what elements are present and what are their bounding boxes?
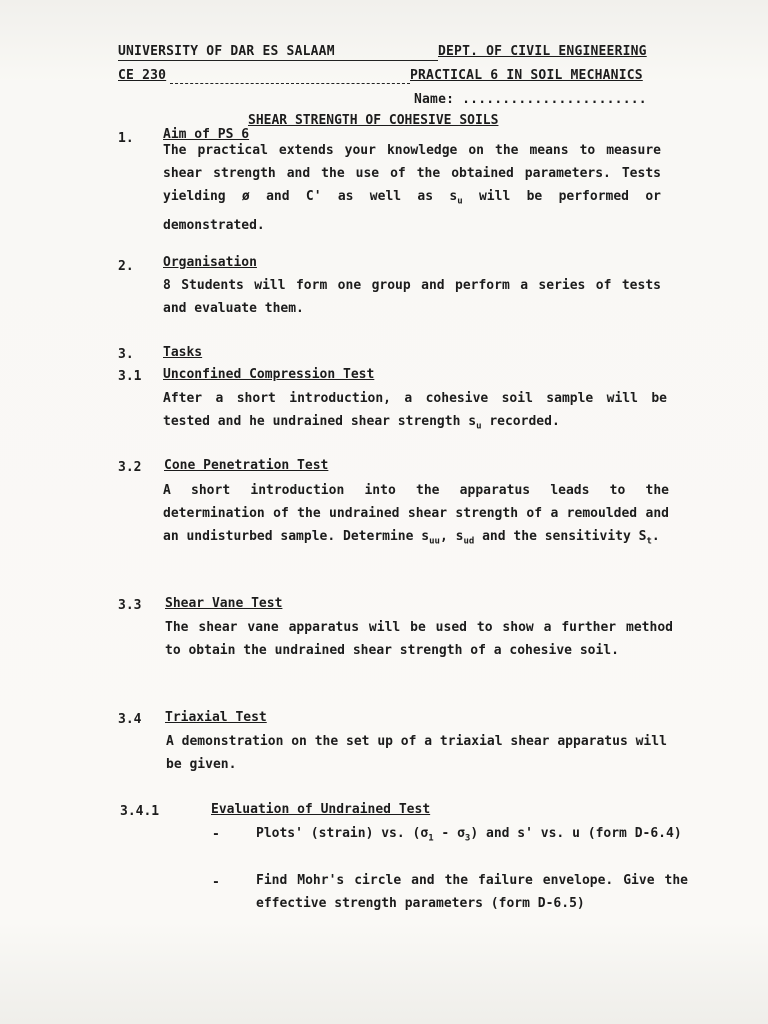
course-code: CE 230 (118, 68, 167, 83)
section-number: 1. (118, 131, 134, 146)
section-heading-ucs: Unconfined Compression Test (163, 367, 375, 382)
document-title: SHEAR STRENGTH OF COHESIVE SOILS (248, 113, 499, 128)
bullet-marker: - (212, 875, 220, 890)
section-heading-cone: Cone Penetration Test (164, 458, 329, 473)
university-name: UNIVERSITY OF DAR ES SALAAM (118, 44, 335, 59)
organisation-paragraph: 8 Students will form one group and perform a series of tests and evaluate them. (163, 278, 661, 316)
section-number: 3.3 (118, 598, 142, 613)
evaluation-bullet-1: Plots' (strain) vs. $(\sigma_1 - \sigma_3)$ and s' vs. u (form D-6.4) (256, 826, 682, 844)
section-heading-organisation: Organisation (163, 255, 257, 270)
section-number: 3.2 (118, 460, 142, 475)
bullet-marker: - (212, 827, 220, 842)
cone-paragraph: A short introduction into the apparatus leads to the determination of the undrained shear strength of a remoulded and an undisturbed sample. Determine $s_{uu}$, $s_{ud}$ and the sensitivity $S_t$. (163, 483, 669, 547)
section-heading-triaxial: Triaxial Test (165, 710, 267, 725)
section-number: 3.4.1 (120, 804, 160, 819)
section-number: 2. (118, 259, 134, 274)
evaluation-bullet-2: Find Mohr's circle and the failure envelope. Give the effective strength parameters (form D-6.5) (256, 873, 688, 911)
header-dashed-line (170, 83, 410, 84)
triaxial-paragraph: A demonstration on the set up of a triaxial shear apparatus will be given. (166, 734, 667, 772)
university-underline (118, 60, 352, 61)
section-number: 3. (118, 347, 134, 362)
section-number: 3.1 (118, 369, 142, 384)
department-name: DEPT. OF CIVIL ENGINEERING (438, 44, 647, 59)
vane-paragraph: The shear vane apparatus will be used to show a further method to obtain the undrained shear strength of a cohesive soil. (165, 620, 673, 658)
section-heading-tasks: Tasks (163, 345, 203, 360)
name-field: Name: ....................... (414, 92, 647, 107)
ucs-paragraph: After a short introduction, a cohesive soil sample will be tested and he undrained shear strength $s_u$ recorded. (163, 391, 667, 432)
practical-title: PRACTICAL 6 IN SOIL MECHANICS (410, 68, 643, 83)
section-heading-aim: Aim of PS 6 (163, 127, 250, 142)
section-number: 3.4 (118, 712, 142, 727)
aim-paragraph: The practical extends your knowledge on the means to measure shear strength and the use of the obtained parameters. Tests yielding ø and C' as well as $s_u$ will be performed or demonstrated. (163, 143, 661, 233)
section-heading-vane: Shear Vane Test (165, 596, 283, 611)
section-heading-evaluation: Evaluation of Undrained Test (211, 802, 431, 817)
header-line (352, 60, 438, 61)
